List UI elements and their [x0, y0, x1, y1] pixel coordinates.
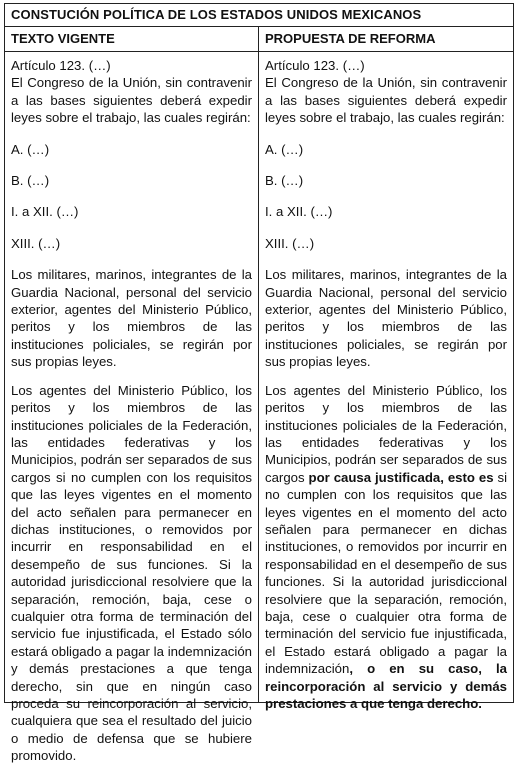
- document-title: CONSTUCIÓN POLÍTICA DE LOS ESTADOS UNIDOS MEXICANOS: [5, 4, 513, 27]
- comparison-table: [4, 3, 514, 764]
- paragraph-1: Los militares, marinos, integrantes de la Guardia Nacional, personal del servicio exterior, agentes del Ministerio Público, peritos y los miembros de las instituciones policiales, se regirán por sus propias leyes.: [265, 267, 507, 370]
- proposed-reform-column: [259, 27, 513, 711]
- paragraph-2-part-c: si no cumplen con los requisitos que las leyes vigentes en el momento del acto señalen para permanecer en dichas instituciones, o removidos por incurrir en responsabilidad en el desempeño de sus funciones. Si la autoridad jurisdiccional resolviere que la separación, remoción, baja, cese o cualquier otra forma de terminación del servicio fue injustificada, el Estado estará obligado a pagar la indemnización: [265, 469, 507, 677]
- item-i-xii: I. a XII. (…): [11, 204, 79, 220]
- article-heading: Artículo 123. (…): [11, 58, 111, 73]
- paragraph-2-added-text: por causa justificada, esto es: [308, 469, 494, 485]
- item-xiii: XIII. (…): [265, 235, 315, 251]
- item-a: A. (…): [265, 141, 304, 157]
- columns: [5, 27, 513, 764]
- item-a: A. (…): [11, 141, 50, 157]
- current-text-column: [5, 27, 259, 764]
- proposed-reform-header: PROPUESTA DE REFORMA: [259, 27, 513, 52]
- article-intro: El Congreso de la Unión, sin contravenir a las bases siguientes deberá expedir leyes sobre el trabajo, las cuales regirán:: [11, 75, 252, 126]
- item-b: B. (…): [11, 173, 50, 189]
- paragraph-2-added-ending: , o en su caso, la reincorporación al servicio y demás prestaciones a que tenga derecho.: [265, 661, 507, 711]
- current-text-body: [5, 52, 258, 765]
- item-b: B. (…): [265, 173, 304, 189]
- current-text-header: TEXTO VIGENTE: [5, 27, 258, 52]
- paragraph-1: Los militares, marinos, integrantes de la Guardia Nacional, personal del servicio exterior, agentes del Ministerio Público, peritos y los miembros de las instituciones policiales, se regirán por sus propias leyes.: [11, 267, 252, 370]
- paragraph-2: [265, 382, 507, 713]
- paragraph-2-part-a: Los agentes del Ministerio Público, los peritos y los miembros de las instituciones policiales de la Federación, las entidades federativas y los Municipios, podrán ser separados de sus cargos: [265, 382, 507, 485]
- item-xiii: XIII. (…): [11, 235, 61, 251]
- article-heading: Artículo 123. (…): [265, 58, 365, 73]
- item-i-xii: I. a XII. (…): [265, 204, 333, 220]
- proposed-reform-body: [259, 52, 513, 712]
- paragraph-2: Los agentes del Ministerio Público, los peritos y los miembros de las instituciones policiales de la Federación, las entidades federativas y los Municipios, podrán ser separados de sus cargos si no cumplen con los requisitos que las leyes vigentes en el momento del acto señalen para permanecer en dichas instituciones, o removidos por incurrir en responsabilidad en el desempeño de sus funciones. Si la autoridad jurisdiccional resolviere que la separación, remoción, baja, cese o cualquier otra forma de terminación del servicio fue injustificada, el Estado sólo estará obligado a pagar la indemnización y demás prestaciones a que tenga derecho, sin que en ningún caso proceda su reincorporación al servicio, cualquiera que sea el resultado del juicio o medio de defensa que se hubiere promovido.: [11, 382, 252, 764]
- article-intro: El Congreso de la Unión, sin contravenir a las bases siguientes deberá expedir leyes sobre el trabajo, las cuales regirán:: [265, 75, 507, 126]
